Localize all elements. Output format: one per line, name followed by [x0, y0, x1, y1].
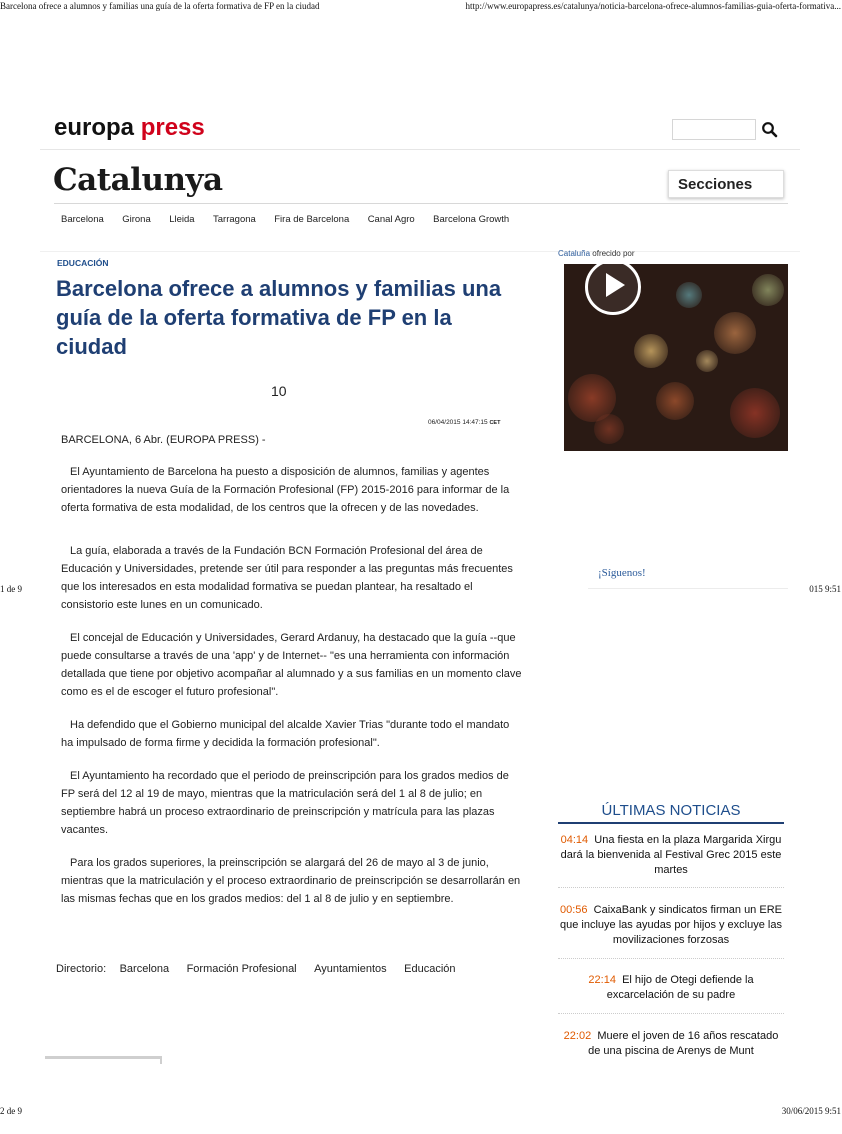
share-count: 10 — [271, 383, 287, 399]
latest-news-underline — [558, 822, 784, 824]
timestamp-value: 06/04/2015 14:47:15 — [428, 419, 488, 426]
nav-girona[interactable]: Girona — [122, 214, 151, 225]
latest-news-title: ÚLTIMAS NOTICIAS — [601, 802, 741, 819]
news-headline[interactable]: Muere el joven de 16 años rescatado de una piscina de Arenys de Munt — [588, 1030, 779, 1057]
paragraph: La guía, elaborada a través de la Fundación BCN Formación Profesional del área de Educación y Universidades, pretende ser útil para responder a las preguntas más frecuentes que los interesados en esta modalidad formativa se puedan plantear, ha resaltado el consistorio este lunes en un comunicado. — [61, 545, 513, 611]
news-headline[interactable]: CaixaBank y sindicatos firman un ERE que incluye las ayudas por hijos y excluye las movilizaciones forzosas — [560, 904, 782, 946]
play-icon[interactable] — [585, 264, 641, 315]
news-time: 22:02 — [563, 1030, 592, 1042]
print-page-url: http://www.europapress.es/catalunya/noticia-barcelona-ofrece-alumnos-familias-guia-oferta-formativa... — [465, 1, 841, 11]
section-divider — [54, 203, 788, 204]
print-datetime: 30/06/2015 9:51 — [781, 1106, 841, 1116]
paragraph: El Ayuntamiento ha recordado que el periodo de preinscripción para los grados medios de FP será del 12 al 19 de mayo, mientras que la matriculación será del 1 al 8 de julio; en septiembre habrá un proceso extraordinario de preinscripción y matrícula para las plazas vacantes. — [61, 770, 509, 836]
secciones-menu-button[interactable]: Secciones — [668, 170, 784, 198]
print-page-title: Barcelona ofrece a alumnos y familias una guía de la oferta formativa de FP en la ciudad — [0, 1, 320, 11]
print-time-prev: 015 9:51 — [809, 584, 841, 594]
news-divider — [558, 1013, 784, 1014]
paragraph: El Ayuntamiento de Barcelona ha puesto a disposición de alumnos, familias y agentes orientadores la nueva Guía de la Formación Profesional (FP) 2015-2016 para informar de la oferta formativa de esta modalidad, de los centros que la ofrecen y de las novedades. — [61, 466, 510, 514]
news-item[interactable] — [558, 903, 784, 948]
section-nav — [61, 209, 523, 227]
news-item[interactable] — [558, 833, 784, 878]
news-time: 22:14 — [588, 974, 616, 986]
article-timestamp — [428, 419, 500, 426]
nav-fira-de-barcelona[interactable]: Fira de Barcelona — [274, 214, 350, 225]
search-icon[interactable] — [761, 121, 779, 139]
nav-tarragona[interactable]: Tarragona — [213, 214, 256, 225]
follow-divider — [588, 588, 788, 589]
video-player[interactable] — [564, 264, 788, 451]
news-divider — [558, 887, 784, 888]
news-divider — [558, 958, 784, 959]
news-headline[interactable]: El hijo de Otegi defiende la excarcelación de su padre — [606, 974, 754, 1001]
tag-educacion[interactable]: Educación — [404, 963, 456, 975]
section-title[interactable]: Catalunya — [53, 162, 223, 198]
sponsor-prefix: Cataluña — [558, 249, 591, 258]
article-body — [61, 463, 524, 923]
tag-barcelona[interactable]: Barcelona — [119, 963, 170, 975]
comments-tab-side — [160, 1056, 162, 1064]
nav-canal-agro[interactable]: Canal Agro — [367, 214, 415, 225]
news-time: 04:14 — [560, 834, 589, 846]
nav-barcelona-growth[interactable]: Barcelona Growth — [433, 214, 510, 225]
sponsor-label: ofrecido por — [592, 249, 635, 258]
nav-lleida[interactable]: Lleida — [169, 214, 195, 225]
search-input[interactable] — [672, 119, 756, 140]
news-item[interactable] — [560, 1029, 782, 1059]
article-dateline: BARCELONA, 6 Abr. (EUROPA PRESS) - — [61, 434, 266, 446]
nav-barcelona[interactable]: Barcelona — [61, 214, 104, 225]
logo-word-press: press — [140, 114, 205, 141]
news-headline[interactable]: Una fiesta en la plaza Margarida Xirgu dará la bienvenida al Festival Grec 2015 este martes — [560, 834, 782, 876]
print-page-number: 2 de 9 — [0, 1106, 22, 1116]
paragraph: Ha defendido que el Gobierno municipal del alcalde Xavier Trias "durante todo el mandato ha impulsado de forma firme y decidida la formación profesional". — [61, 719, 510, 749]
header-divider — [40, 149, 800, 150]
follow-us[interactable]: ¡Síguenos! — [598, 567, 646, 579]
print-page-number-prev: 1 de 9 — [0, 584, 22, 594]
europapress-logo[interactable] — [54, 114, 205, 142]
paragraph: Para los grados superiores, la preinscripción se alargará del 26 de mayo al 3 de junio, mientras que la matriculación y el proceso extraordinario de preinscripción se desarrollarán en las mismas fechas que en los grados medios: del 1 al 8 de julio y en septiembre. — [61, 857, 521, 905]
news-item[interactable] — [583, 973, 759, 1003]
article-directory — [56, 959, 469, 977]
news-time: 00:56 — [560, 904, 588, 916]
sponsor-line — [558, 249, 635, 258]
directory-label: Directorio: — [56, 963, 107, 975]
tag-ayuntamientos[interactable]: Ayuntamientos — [314, 963, 387, 975]
paragraph: El concejal de Educación y Universidades, Gerard Ardanuy, ha destacado que la guía --que puede consultarse a través de una 'app' y de Internet-- "es una herramienta con información detallada que tiene por objetivo acompañar al alumnado y a sus familias en un momento clave como es el de escoger el futuro profesional". — [61, 632, 522, 698]
comments-tab-edge — [45, 1056, 161, 1059]
article-category[interactable]: EDUCACIÓN — [57, 258, 109, 268]
article-headline: Barcelona ofrece a alumnos y familias una guía de la oferta formativa de FP en la ciudad — [56, 276, 502, 359]
nav-divider — [40, 251, 800, 252]
tag-formacion-profesional[interactable]: Formación Profesional — [186, 963, 297, 975]
logo-word-europa: europa — [54, 114, 135, 141]
timestamp-zone: CET — [489, 420, 501, 426]
